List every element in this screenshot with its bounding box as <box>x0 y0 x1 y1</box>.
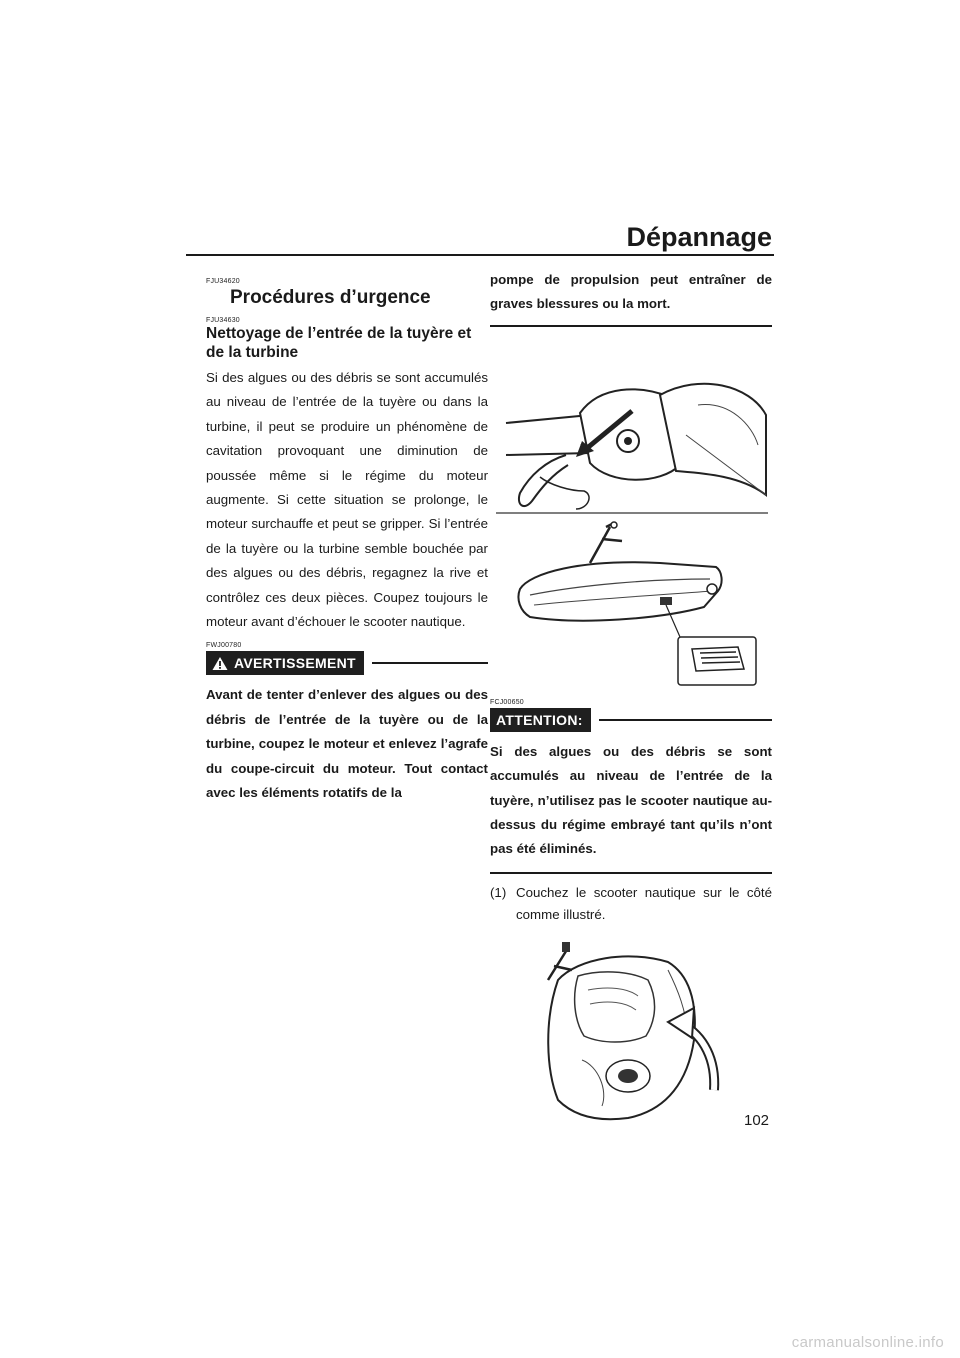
attention-text: Si des algues ou des débris se sont accumulés au niveau de l’entrée de la tuyère, n’utilisez pas le scooter nautique au-dessus du régime embrayé tant qu’ils n’ont pas été éliminés. <box>490 743 772 857</box>
section-title: Procédures d’urgence <box>230 287 431 308</box>
step-number: (1) <box>490 884 507 900</box>
attention-label: ATTENTION: <box>496 711 583 728</box>
warning-label: AVERTISSEMENT <box>234 655 356 672</box>
subsection-title: Nettoyage de l’entrée de la tuyère et de la turbine <box>206 325 472 361</box>
left-column <box>206 278 488 806</box>
page-title: Dépannage <box>626 222 772 252</box>
warning-text-left: Avant de tenter d’enlever des algues ou des débris de l’entrée de la tuyère ou de la turbine, coupez le moteur et enlevez l’agrafe du coupe-circuit du moteur. Tout contact avec les éléments rotatifs de la <box>206 687 488 801</box>
warning-end-rule <box>490 325 772 327</box>
attention-end-rule <box>490 872 772 874</box>
warning-text-right: pompe de propulsion peut entraîner de graves blessures ou la mort. <box>490 272 772 312</box>
attention-header <box>490 708 772 732</box>
subsection-code: FJU34630 <box>206 317 240 324</box>
watercraft-nozzle-illustration <box>490 519 772 689</box>
attention-badge <box>490 708 591 732</box>
warning-code: FWJ00780 <box>206 642 242 650</box>
section-code: FJU34620 <box>206 278 240 285</box>
watermark: carmanualsonline.info <box>791 1334 944 1351</box>
right-column <box>490 268 772 1126</box>
warning-header <box>206 651 488 675</box>
warning-rule <box>372 662 488 664</box>
step-text: Couchez le scooter nautique sur le côté comme illustré. <box>516 884 772 922</box>
attention-code: FCJ00650 <box>490 698 524 706</box>
attention-rule <box>599 719 772 721</box>
watercraft-side-illustration <box>518 940 772 1126</box>
header-rule <box>186 254 774 256</box>
warning-triangle-icon <box>212 656 228 671</box>
subsection-body: Si des algues ou des débris se sont accumulés au niveau de l’entrée de la tuyère ou dans la turbine, il peut se produire un phénomène de cavitation provoquant une diminution de poussée même si le régime du moteur augmente. Si cette situation se prolonge, le moteur surchauffe et peut se gripper. Si l’entrée de la tuyère ou la turbine semble bouchée par des algues ou des débris, regagnez la rive et contrôlez ces deux pièces. Coupez toujours le moteur avant d’échouer le scooter nautique. <box>206 370 488 630</box>
handlebar-illustration <box>490 345 772 515</box>
warning-badge <box>206 651 364 675</box>
page-number: 102 <box>744 1112 770 1129</box>
step-item <box>490 882 772 926</box>
